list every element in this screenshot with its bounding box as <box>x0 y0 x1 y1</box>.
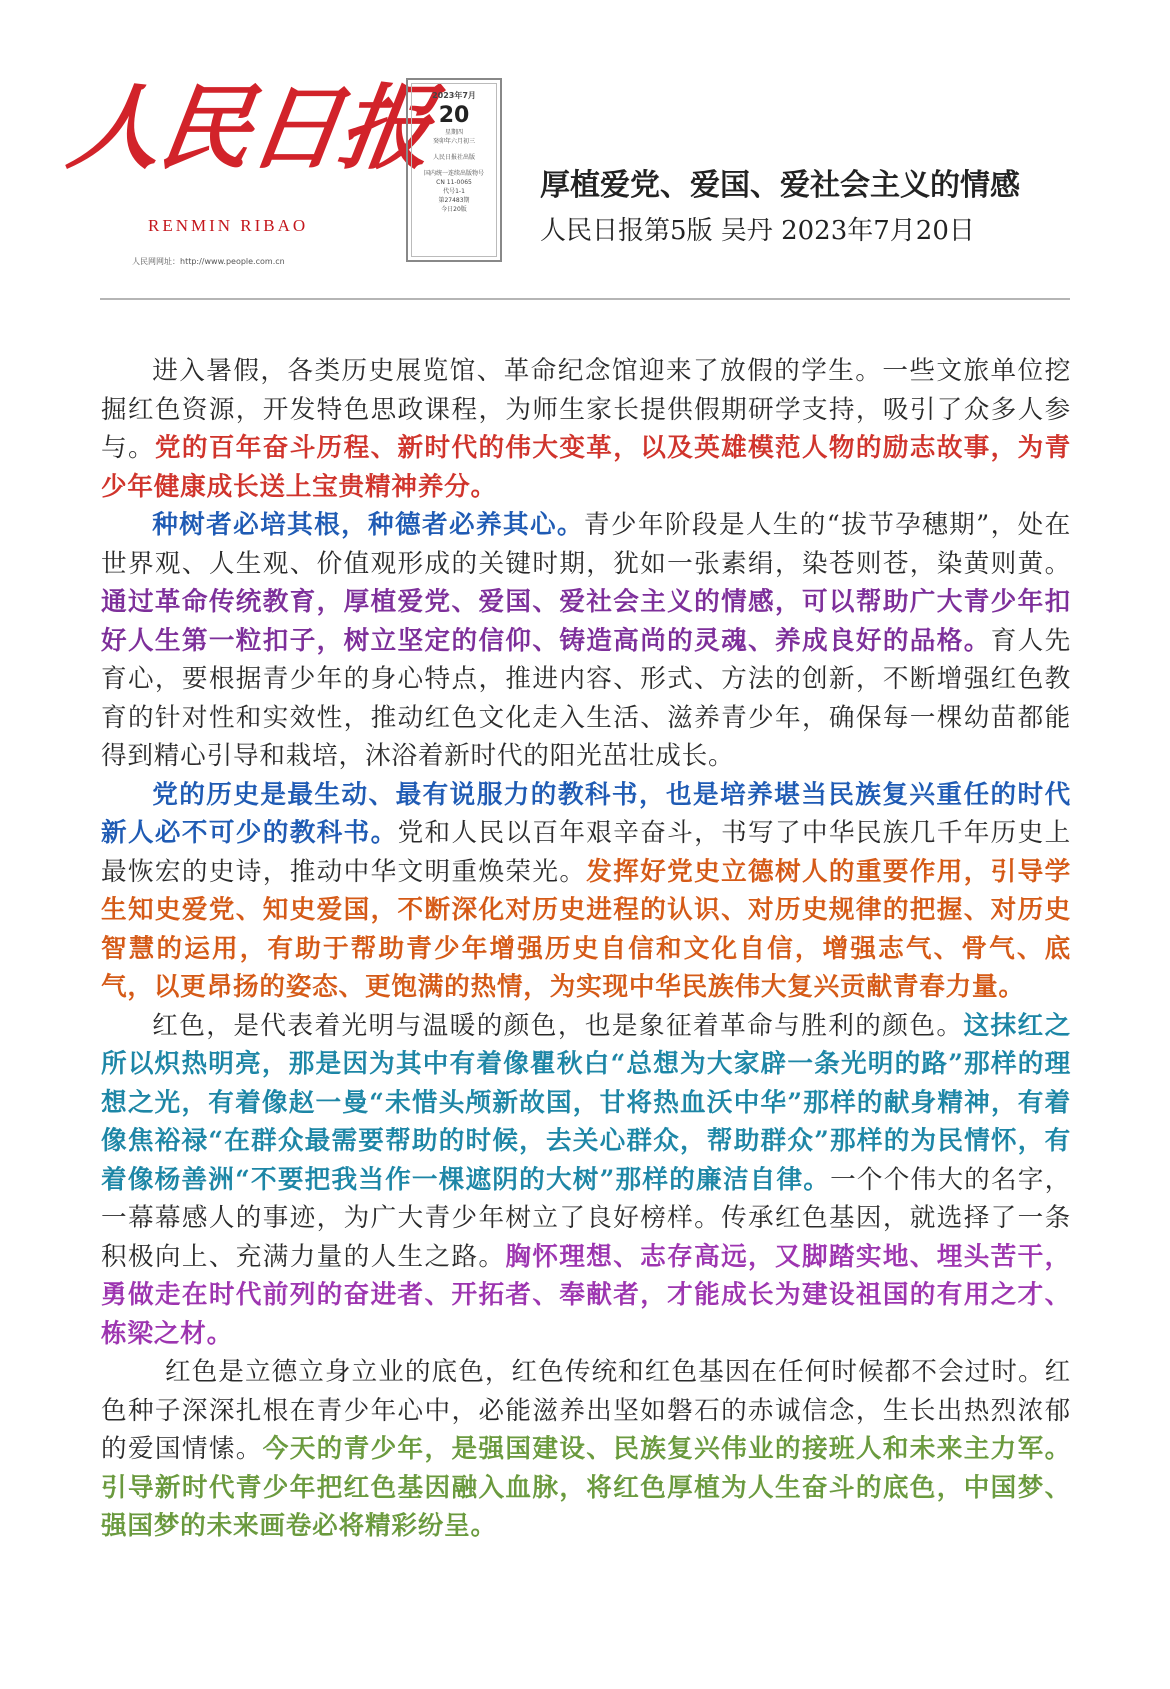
highlighted-text: 发挥好党史立德树人的重要作用，引导学生知史爱党、知史爱国，不断深化对历史进程的认识、对历史规律的把握、对历史智慧的运用，有助于帮助青少年增强历史自信和文化自信，增强志气、骨气、底气，以更昂扬的姿态、更饱满的热情，为实现中华民族伟大复兴贡献青春力量。 <box>101 856 1071 1002</box>
article-body <box>101 352 1071 1546</box>
article-byline: 人民日报第5版 吴丹 2023年7月20日 <box>540 216 975 246</box>
newspaper-logo <box>60 70 438 270</box>
logo-pinyin-name: RENMIN RIBAO <box>148 216 309 235</box>
issue-issn-label: 国内统一连续出版物号 <box>423 170 484 178</box>
paragraph <box>101 352 1071 506</box>
body-text: 党和人民以百年艰辛奋斗，书写了中华民族几千年历史上最恢宏的史诗，推动中华文明重焕荣光。 <box>101 818 1071 887</box>
paragraph <box>101 1007 1071 1354</box>
highlighted-text: 通过革命传统教育，厚植爱党、爱国、爱社会主义的情感，可以帮助广大青少年扣好人生第一粒扣子，树立坚定的信仰、铸造高尚的灵魂、养成良好的品格。 <box>101 587 1071 656</box>
article-title: 厚植爱党、爱国、爱社会主义的情感 <box>540 168 1020 203</box>
highlighted-text: 今天的青少年，是强国建设、民族复兴伟业的接班人和未来主力军。引导新时代青少年把红色基因融入血脉，将红色厚植为人生奋斗的底色，中国梦、强国梦的未来画卷必将精彩纷呈。 <box>101 1434 1071 1541</box>
paragraph <box>101 506 1071 776</box>
header-divider <box>100 298 1070 300</box>
issue-number: 第27483期 <box>438 197 470 205</box>
highlighted-text: 胸怀理想、志存高远，又脚踏实地、埋头苦干，勇做走在时代前列的奋进者、开拓者、奉献者，才能成长为建设祖国的有用之才、栋梁之材。 <box>101 1241 1071 1349</box>
body-text: 青少年阶段是人生的“拔节孕穗期”，处在世界观、人生观、价值观形成的关键时期，犹如一张素绢，染苍则苍，染黄则黄。 <box>101 510 1071 579</box>
issue-page-count: 今日20版 <box>441 206 467 214</box>
highlighted-text: 这抹红之所以炽热明亮，那是因为其中有着像瞿秋白“总想为大家辟一条光明的路”那样的理想之光，有着像赵一曼“未惜头颅新故国，甘将热血沃中华”那样的献身精神，有着像焦裕禄“在群众最需要帮助的时候，去关心群众，帮助群众”那样的为民情怀，有着像杨善洲“不要把我当作一棵遮阴的大树”那样的廉洁自律。 <box>101 1010 1071 1195</box>
highlighted-text: 党的百年奋斗历程、新时代的伟大变革，以及英雄模范人物的励志故事，为青少年健康成长送上宝贵精神养分。 <box>101 433 1071 502</box>
issue-weekday: 星期四 <box>444 129 463 137</box>
issue-publisher: 人民日报社出版 <box>432 154 475 162</box>
highlighted-text: 种树者必培其根，种德者必养其心。 <box>152 510 584 540</box>
issue-date-box-inner <box>411 83 497 257</box>
website-line: 人民网网址：http://www.people.com.cn <box>132 257 285 266</box>
issue-year-month: 2023年7月 <box>432 91 476 100</box>
issue-date-box <box>406 78 502 262</box>
paragraph <box>101 1353 1071 1546</box>
masthead <box>60 60 1100 280</box>
highlighted-text: 党的历史是最生动、最有说服力的教科书，也是培养堪当民族复兴重任的时代新人必不可少的教科书。 <box>101 779 1071 848</box>
issue-lunar-date: 癸卯年六月初三 <box>432 138 475 146</box>
issue-code: 代号1-1 <box>443 188 465 196</box>
issue-cn-number: CN 11-0065 <box>436 179 472 187</box>
body-text: 红色，是代表着光明与温暖的颜色，也是象征着革命与胜利的颜色。 <box>152 1010 964 1041</box>
body-text: 一个个伟大的名字，一幕幕感人的事迹，为广大青少年树立了良好榜样。传承红色基因，就选择了一条积极向上、充满力量的人生之路。 <box>101 1164 1072 1272</box>
logo-chinese-name: 人民日报 <box>62 74 438 182</box>
body-text: 育人先育心，要根据青少年的身心特点，推进内容、形式、方法的创新，不断增强红色教育的针对性和实效性，推动红色文化走入生活、滋养青少年，确保每一棵幼苗都能得到精心引导和栽培，沐浴着新时代的阳光茁壮成长。 <box>101 625 1072 771</box>
paragraph <box>101 776 1071 1007</box>
body-text: 红色是立德立身立业的底色，红色传统和红色基因在任何时候都不会过时。红色种子深深扎根在青少年心中，必能滋养出坚如磐石的赤诚信念，生长出热烈浓郁的爱国情愫。 <box>101 1357 1071 1464</box>
body-text: 进入暑假，各类历史展览馆、革命纪念馆迎来了放假的学生。一些文旅单位挖掘红色资源，开发特色思政课程，为师生家长提供假期研学支持，吸引了众多人参与。 <box>101 356 1071 463</box>
issue-day: 20 <box>438 103 470 128</box>
